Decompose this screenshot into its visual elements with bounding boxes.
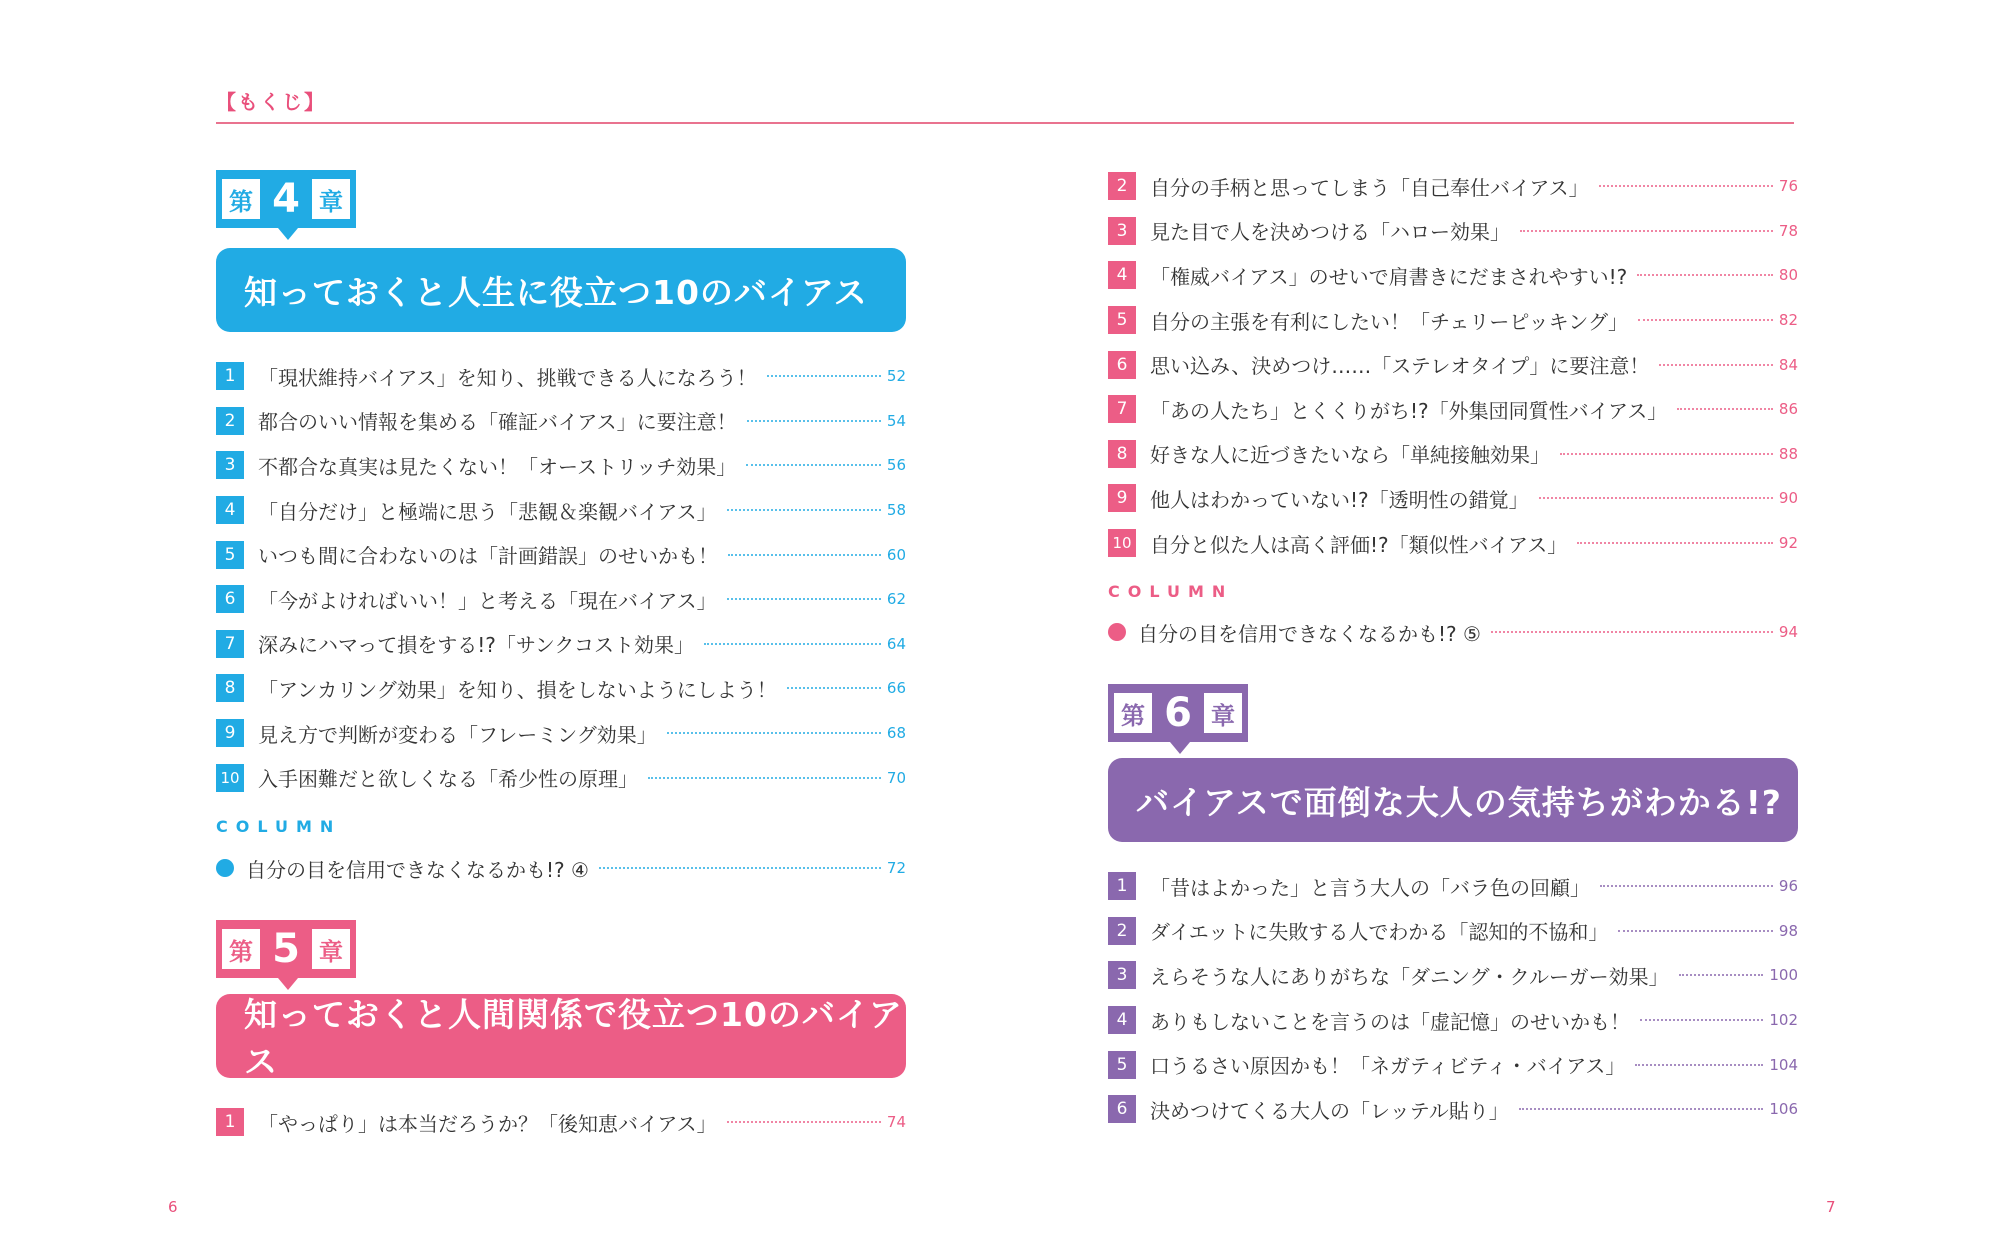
item-title: 入手困難だと欲しくなる「希少性の原理」 bbox=[258, 767, 638, 792]
page-number: 66 bbox=[886, 679, 906, 698]
item-number: 7 bbox=[1108, 395, 1136, 423]
page-number: 70 bbox=[886, 768, 906, 787]
page-number: 74 bbox=[886, 1113, 906, 1132]
item-number: 2 bbox=[1108, 917, 1136, 945]
chapter-5-list-part1 bbox=[216, 1100, 906, 1145]
dotted-leader bbox=[1640, 1019, 1763, 1021]
chapter-number: 6 bbox=[1164, 690, 1192, 736]
page-number: 64 bbox=[886, 634, 906, 653]
dotted-leader bbox=[1638, 319, 1773, 321]
item-title: 自分の手柄と思ってしまう「自己奉仕バイアス」 bbox=[1150, 175, 1589, 200]
item-title: ありもしないことを言うのは「虚記憶」のせいかも！ bbox=[1150, 1009, 1630, 1034]
item-number: 6 bbox=[1108, 351, 1136, 379]
page-number: 94 bbox=[1778, 623, 1798, 641]
page-number: 76 bbox=[1778, 177, 1798, 196]
dotted-leader bbox=[1560, 453, 1773, 455]
item-title: 「今がよければいい！」と考える「現在バイアス」 bbox=[258, 588, 717, 613]
chapter-4-list bbox=[216, 354, 906, 800]
item-number: 8 bbox=[1108, 440, 1136, 468]
chapter-5-badge bbox=[216, 920, 356, 978]
item-number: 4 bbox=[1108, 1006, 1136, 1034]
dotted-leader bbox=[1659, 364, 1773, 366]
list-item[interactable] bbox=[216, 443, 906, 488]
page-number: 98 bbox=[1778, 921, 1798, 940]
column-bullet bbox=[1108, 623, 1126, 641]
list-item[interactable] bbox=[1108, 164, 1798, 209]
dotted-leader bbox=[1491, 631, 1773, 633]
dotted-leader bbox=[599, 867, 881, 869]
list-item[interactable] bbox=[1108, 909, 1798, 954]
list-item[interactable] bbox=[1108, 521, 1798, 566]
dotted-leader bbox=[648, 777, 881, 779]
item-number: 6 bbox=[1108, 1095, 1136, 1123]
page-number: 84 bbox=[1778, 355, 1798, 374]
header-divider bbox=[216, 122, 1794, 124]
item-title: 見え方で判断が変わる「フレーミング効果」 bbox=[258, 722, 657, 747]
item-number: 5 bbox=[216, 541, 244, 569]
dotted-leader bbox=[1539, 497, 1773, 499]
item-number: 3 bbox=[1108, 961, 1136, 989]
chapter-suffix: 章 bbox=[312, 929, 350, 969]
item-title: 自分の主張を有利にしたい！「チェリーピッキング」 bbox=[1150, 309, 1628, 334]
page-number: 86 bbox=[1778, 400, 1798, 419]
item-number: 9 bbox=[1108, 484, 1136, 512]
page-number: 72 bbox=[886, 859, 906, 877]
item-title: 思い込み、決めつけ……「ステレオタイプ」に要注意！ bbox=[1150, 354, 1650, 379]
column-title: 自分の目を信用できなくなるかも!? ④ bbox=[246, 857, 589, 882]
list-item[interactable] bbox=[1108, 342, 1798, 387]
page-number: 68 bbox=[886, 724, 906, 743]
dotted-leader bbox=[1577, 542, 1773, 544]
chapter-number: 4 bbox=[272, 176, 300, 222]
list-item[interactable] bbox=[1108, 432, 1798, 477]
item-number: 6 bbox=[216, 585, 244, 613]
page-number: 60 bbox=[886, 545, 906, 564]
item-title: 見た目で人を決めつける「ハロー効果」 bbox=[1150, 220, 1510, 245]
item-number: 5 bbox=[1108, 1051, 1136, 1079]
folio-right: 7 bbox=[1826, 1198, 1836, 1216]
column-entry[interactable] bbox=[216, 848, 906, 888]
page-number: 100 bbox=[1769, 966, 1798, 985]
dotted-leader bbox=[1677, 408, 1773, 410]
page-number: 56 bbox=[886, 456, 906, 475]
page-number: 102 bbox=[1769, 1011, 1798, 1030]
dotted-leader bbox=[747, 420, 881, 422]
dotted-leader bbox=[1679, 974, 1764, 976]
item-title: 好きな人に近づきたいなら「単純接触効果」 bbox=[1150, 443, 1550, 468]
chapter-prefix: 第 bbox=[1114, 693, 1152, 733]
list-item[interactable] bbox=[216, 354, 906, 399]
dotted-leader bbox=[787, 687, 881, 689]
page-number: 88 bbox=[1778, 444, 1798, 463]
item-number: 1 bbox=[216, 362, 244, 390]
dotted-leader bbox=[1635, 1064, 1763, 1066]
dotted-leader bbox=[727, 1121, 881, 1123]
item-number: 1 bbox=[216, 1108, 244, 1136]
page-number: 96 bbox=[1778, 877, 1798, 896]
item-number: 2 bbox=[1108, 172, 1136, 200]
item-title: 不都合な真実は見たくない！「オーストリッチ効果」 bbox=[258, 454, 737, 479]
item-title: 「権威バイアス」のせいで肩書きにだまされやすい!? bbox=[1150, 264, 1628, 289]
chapter-suffix: 章 bbox=[1204, 693, 1242, 733]
dotted-leader bbox=[667, 732, 881, 734]
item-number: 2 bbox=[216, 407, 244, 435]
item-title: 「アンカリング効果」を知り、損をしないようにしよう！ bbox=[258, 677, 777, 702]
item-title: 都合のいい情報を集める「確証バイアス」に要注意！ bbox=[258, 410, 737, 435]
dotted-leader bbox=[746, 464, 881, 466]
page-number: 90 bbox=[1778, 489, 1798, 508]
dotted-leader bbox=[727, 598, 881, 600]
item-number: 10 bbox=[216, 764, 244, 792]
list-item[interactable] bbox=[1108, 1042, 1798, 1087]
dotted-leader bbox=[1637, 274, 1773, 276]
page-number: 52 bbox=[886, 367, 906, 386]
dotted-leader bbox=[704, 643, 881, 645]
list-item[interactable] bbox=[1108, 387, 1798, 432]
dotted-leader bbox=[1600, 885, 1773, 887]
chapter-prefix: 第 bbox=[222, 929, 260, 969]
list-item[interactable] bbox=[1108, 953, 1798, 998]
chapter-5-list-part2 bbox=[1108, 164, 1798, 565]
item-title: 「現状維持バイアス」を知り、挑戦できる人になろう！ bbox=[258, 365, 757, 390]
chapter-4-badge bbox=[216, 170, 356, 228]
chapter-number: 5 bbox=[272, 926, 300, 972]
page-number: 62 bbox=[886, 590, 906, 609]
item-number: 4 bbox=[1108, 261, 1136, 289]
item-number: 9 bbox=[216, 719, 244, 747]
item-title: 自分と似た人は高く評価!?「類似性バイアス」 bbox=[1150, 532, 1568, 557]
chapter-6-list bbox=[1108, 864, 1798, 1132]
chapter-6-badge bbox=[1108, 684, 1248, 742]
chapter-4-title: 知っておくと人生に役立つ10のバイアス bbox=[216, 248, 906, 332]
dotted-leader bbox=[1519, 1108, 1764, 1110]
item-number: 7 bbox=[216, 630, 244, 658]
page-number: 82 bbox=[1778, 311, 1798, 330]
item-title: 決めつけてくる大人の「レッテル貼り」 bbox=[1150, 1098, 1509, 1123]
list-item[interactable] bbox=[1108, 476, 1798, 521]
dotted-leader bbox=[1618, 930, 1773, 932]
page-number: 54 bbox=[886, 411, 906, 430]
folio-left: 6 bbox=[168, 1198, 178, 1216]
toc-header-title: 【もくじ】 bbox=[216, 90, 326, 114]
item-title: 「あの人たち」とくくりがち!?「外集団同質性バイアス」 bbox=[1150, 398, 1668, 423]
list-item[interactable] bbox=[1108, 1087, 1798, 1132]
badge-pointer bbox=[1170, 742, 1190, 754]
dotted-leader bbox=[727, 509, 881, 511]
item-title: 口うるさい原因かも！「ネガティビティ・バイアス」 bbox=[1150, 1054, 1626, 1079]
page-number: 106 bbox=[1769, 1100, 1798, 1119]
item-number: 8 bbox=[216, 674, 244, 702]
item-title: 「自分だけ」と極端に思う「悲観＆楽観バイアス」 bbox=[258, 499, 717, 524]
item-number: 3 bbox=[1108, 217, 1136, 245]
item-number: 1 bbox=[1108, 872, 1136, 900]
item-title: えらそうな人にありがちな「ダニング・クルーガー効果」 bbox=[1150, 964, 1669, 989]
item-number: 10 bbox=[1108, 529, 1136, 557]
item-title: ダイエットに失敗する人でわかる「認知的不協和」 bbox=[1150, 920, 1609, 945]
dotted-leader bbox=[767, 375, 881, 377]
list-item[interactable] bbox=[216, 755, 906, 800]
item-number: 4 bbox=[216, 496, 244, 524]
page-number: 104 bbox=[1769, 1055, 1798, 1074]
item-title: いつも間に合わないのは「計画錯誤」のせいかも！ bbox=[258, 544, 718, 569]
chapter-6-title: バイアスで面倒な大人の気持ちがわかる!? bbox=[1108, 758, 1798, 842]
list-item[interactable] bbox=[216, 711, 906, 756]
column-entry[interactable] bbox=[1108, 612, 1798, 652]
list-item[interactable] bbox=[1108, 298, 1798, 343]
list-item[interactable] bbox=[216, 532, 906, 577]
badge-pointer bbox=[278, 228, 298, 240]
item-title: 他人はわかっていない!?「透明性の錯覚」 bbox=[1150, 487, 1529, 512]
item-title: 「やっぱり」は本当だろうか？「後知恵バイアス」 bbox=[258, 1111, 717, 1136]
dotted-leader bbox=[1599, 185, 1773, 187]
page-number: 92 bbox=[1778, 534, 1798, 553]
column-title: 自分の目を信用できなくなるかも!? ⑤ bbox=[1138, 621, 1481, 646]
list-item[interactable] bbox=[216, 1100, 906, 1145]
list-item[interactable] bbox=[1108, 864, 1798, 909]
list-item[interactable] bbox=[216, 399, 906, 444]
list-item[interactable] bbox=[216, 622, 906, 667]
column-label: COLUMN bbox=[1108, 582, 1234, 601]
list-item[interactable] bbox=[1108, 998, 1798, 1043]
column-label: COLUMN bbox=[216, 817, 342, 836]
dotted-leader bbox=[1520, 230, 1773, 232]
list-item[interactable] bbox=[216, 577, 906, 622]
list-item[interactable] bbox=[1108, 209, 1798, 254]
dotted-leader bbox=[728, 554, 881, 556]
list-item[interactable] bbox=[216, 666, 906, 711]
column-bullet bbox=[216, 859, 234, 877]
page-number: 78 bbox=[1778, 221, 1798, 240]
item-number: 5 bbox=[1108, 306, 1136, 334]
chapter-suffix: 章 bbox=[312, 179, 350, 219]
list-item[interactable] bbox=[216, 488, 906, 533]
page-number: 80 bbox=[1778, 266, 1798, 285]
item-title: 「昔はよかった」と言う大人の「バラ色の回顧」 bbox=[1150, 875, 1590, 900]
chapter-prefix: 第 bbox=[222, 179, 260, 219]
item-number: 3 bbox=[216, 451, 244, 479]
item-title: 深みにハマって損をする!?「サンクコスト効果」 bbox=[258, 633, 695, 658]
list-item[interactable] bbox=[1108, 253, 1798, 298]
page-number: 58 bbox=[886, 501, 906, 520]
chapter-5-title: 知っておくと人間関係で役立つ10のバイアス bbox=[216, 994, 906, 1078]
